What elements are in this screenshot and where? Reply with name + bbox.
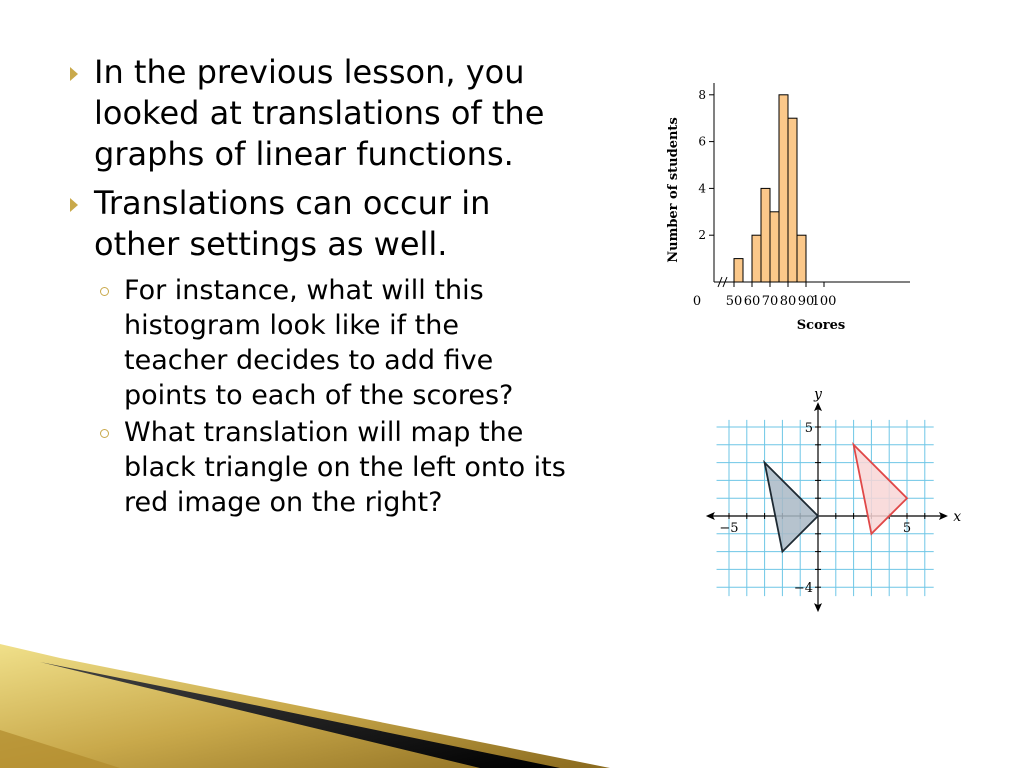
x-tick-label: 100 <box>811 294 837 309</box>
histogram-bar <box>761 188 770 282</box>
y-tick-label: 6 <box>698 134 706 149</box>
bullet-text: In the previous lesson, you looked at translations of the graphs of linear functions. <box>94 53 545 173</box>
bullet-arrow-icon <box>70 67 78 81</box>
bullet-item <box>68 52 568 175</box>
histogram-bar <box>770 212 779 282</box>
y-tick-label: −4 <box>793 581 813 597</box>
x-tick-label: 0 <box>692 294 702 309</box>
decorative-ribbon <box>0 640 620 768</box>
y-tick-label: 5 <box>804 421 813 436</box>
bullet-text: Translations can occur in other settings as well. <box>94 184 491 263</box>
bullet-circle-icon <box>100 429 109 438</box>
histogram-bar <box>788 118 797 282</box>
x-tick-label: 90 <box>797 294 815 309</box>
x-axis-label: Scores <box>796 318 846 333</box>
x-tick-label: 50 <box>725 294 743 309</box>
sub-bullet-item <box>98 273 568 413</box>
x-tick-label: 70 <box>761 294 779 309</box>
x-axis-label: x <box>953 509 962 525</box>
histogram-chart <box>655 78 935 343</box>
red-triangle <box>854 445 907 534</box>
gold-wedge <box>0 644 610 768</box>
y-axis-label: Number of students <box>666 117 681 263</box>
bullet-list <box>68 52 568 522</box>
x-tick-label: 80 <box>779 294 797 309</box>
sub-bullet-text: What translation will map the black triangle on the left onto its red image on the right? <box>124 417 566 518</box>
bullet-arrow-icon <box>70 198 78 212</box>
y-tick-label: 8 <box>698 87 706 102</box>
y-tick-label: 4 <box>698 181 706 196</box>
x-tick-label: 5 <box>902 521 912 536</box>
histogram-bar <box>752 235 761 282</box>
black-triangle <box>765 463 818 552</box>
bullet-circle-icon <box>100 287 109 296</box>
y-tick-label: 2 <box>698 228 706 243</box>
sub-bullet-item <box>98 415 568 520</box>
y-axis-label: y <box>814 386 822 403</box>
bullet-item <box>68 183 568 265</box>
histogram-bar <box>797 235 806 282</box>
x-tick-label: 60 <box>743 294 761 309</box>
histogram-bar <box>734 259 743 282</box>
coordinate-plane-figure <box>700 385 965 615</box>
x-tick-label: −5 <box>719 521 739 536</box>
histogram-bar <box>779 95 788 282</box>
sub-bullet-text: For instance, what will this histogram look like if the teacher decides to add five points to each of the scores? <box>124 275 514 411</box>
